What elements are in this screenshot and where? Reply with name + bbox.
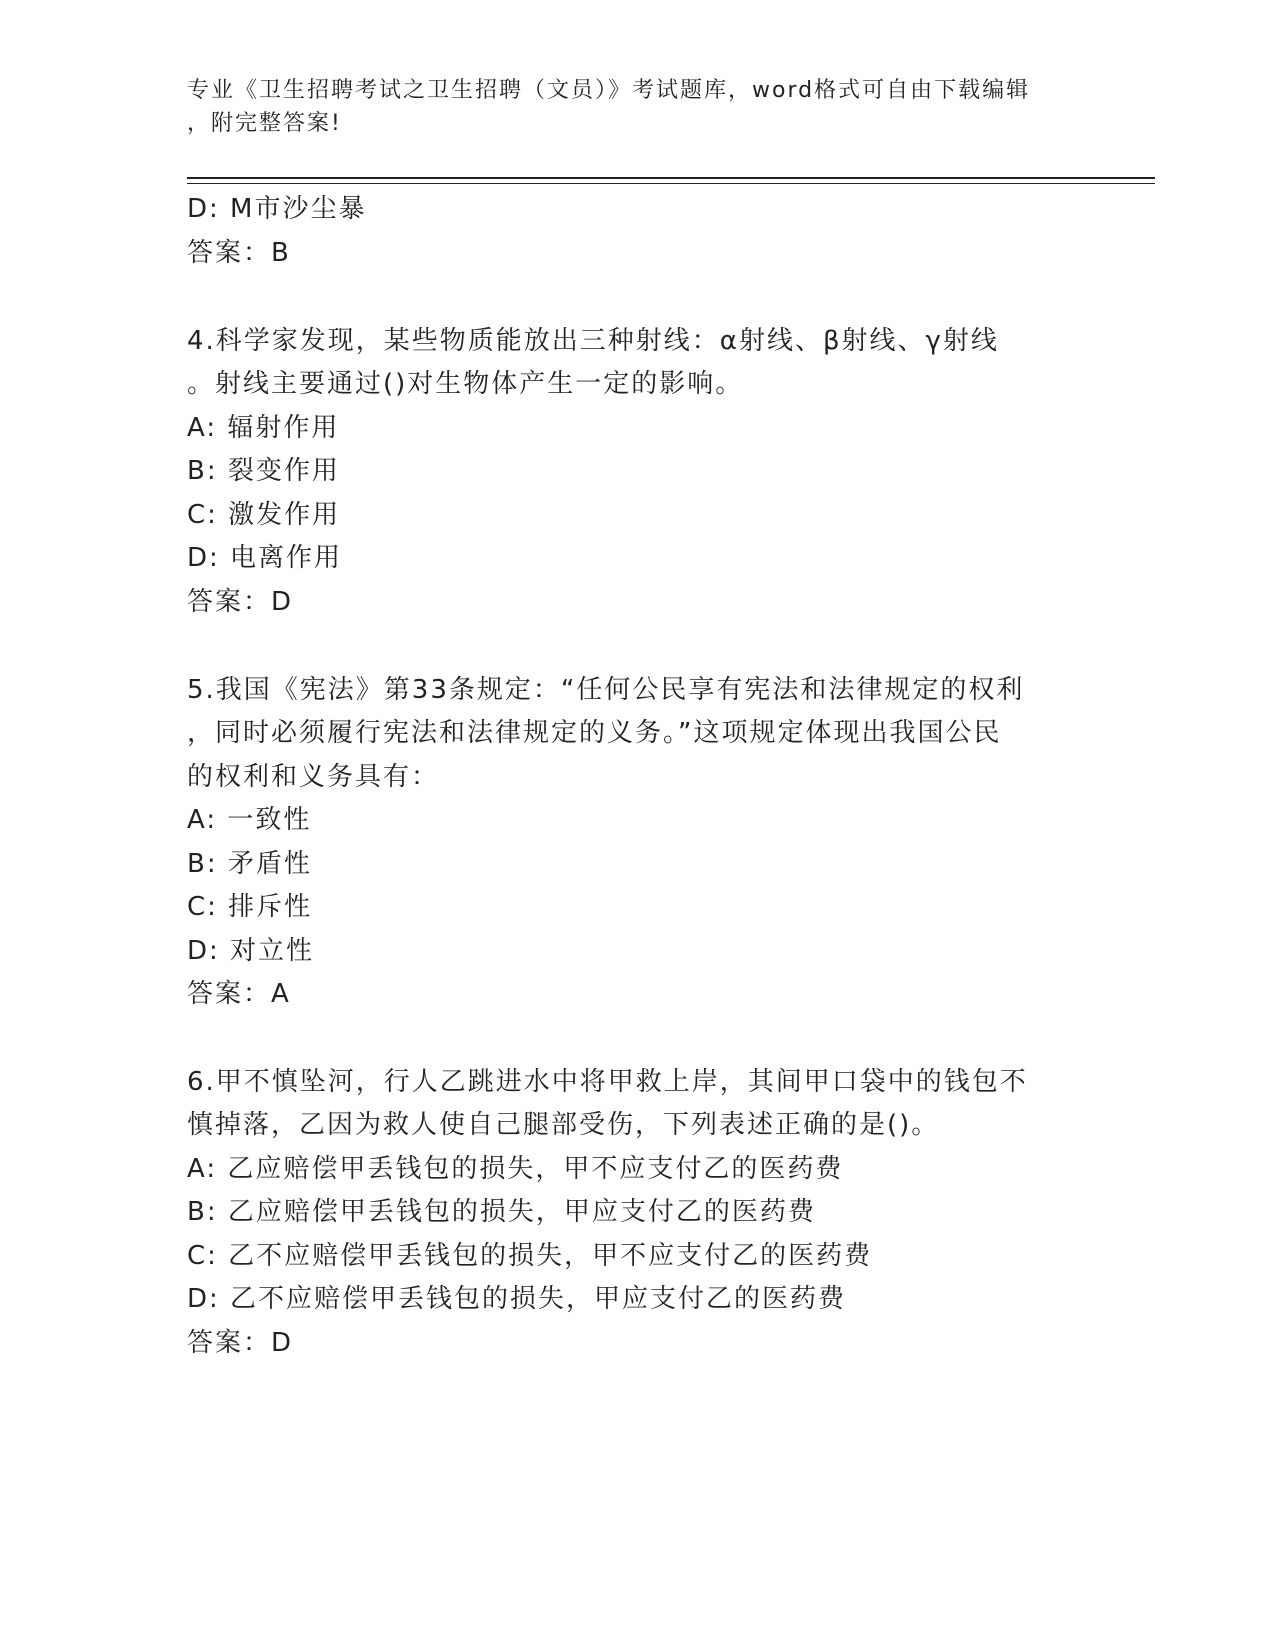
q5-stem-line-1: 5.我国《宪法》第33条规定：“任何公民享有宪法和法律规定的权利: [187, 675, 1025, 705]
q6-option-d: D: 乙不应赔偿甲丢钱包的损失，甲应支付乙的医药费: [187, 1284, 847, 1314]
q5-stem-line-3: 的权利和义务具有：: [187, 762, 440, 792]
q4-option-c: C: 激发作用: [187, 500, 341, 530]
q5-option-d: D: 对立性: [187, 936, 315, 966]
header-divider-thin: [187, 183, 1155, 184]
q5-answer: 答案：A: [187, 979, 291, 1009]
q4-option-a: A: 辐射作用: [187, 413, 340, 443]
q6-option-c: C: 乙不应赔偿甲丢钱包的损失，甲不应支付乙的医药费: [187, 1241, 873, 1271]
header-divider-thick: [187, 177, 1155, 179]
header-line-1: 专业《卫生招聘考试之卫生招聘（文员）》考试题库，word格式可自由下载编辑: [187, 78, 1031, 103]
q3-answer: 答案：B: [187, 238, 291, 268]
q3-option-d: D: M市沙尘暴: [187, 194, 367, 224]
q4-option-b: B: 裂变作用: [187, 456, 340, 486]
q6-answer: 答案：D: [187, 1328, 294, 1358]
q5-option-b: B: 矛盾性: [187, 849, 312, 879]
q5-option-a: A: 一致性: [187, 805, 312, 835]
q4-option-d: D: 电离作用: [187, 543, 343, 573]
q5-option-c: C: 排斥性: [187, 892, 313, 922]
q4-answer: 答案：D: [187, 587, 294, 617]
q4-stem-line-1: 4.科学家发现，某些物质能放出三种射线：α射线、β射线、γ射线: [187, 326, 999, 356]
q4-stem-line-2: 。射线主要通过()对生物体产生一定的影响。: [187, 369, 744, 399]
header-line-2: ，附完整答案!: [187, 111, 342, 136]
q5-stem-line-2: ，同时必须履行宪法和法律规定的义务。”这项规定体现出我国公民: [187, 718, 1002, 748]
q6-option-b: B: 乙应赔偿甲丢钱包的损失，甲应支付乙的医药费: [187, 1197, 816, 1227]
q6-stem-line-2: 慎掉落，乙因为救人使自己腿部受伤，下列表述正确的是()。: [187, 1110, 940, 1140]
q6-stem-line-1: 6.甲不慎坠河，行人乙跳进水中将甲救上岸，其间甲口袋中的钱包不: [187, 1067, 1028, 1097]
q6-option-a: A: 乙应赔偿甲丢钱包的损失，甲不应支付乙的医药费: [187, 1154, 844, 1184]
document-header: [187, 74, 1067, 140]
